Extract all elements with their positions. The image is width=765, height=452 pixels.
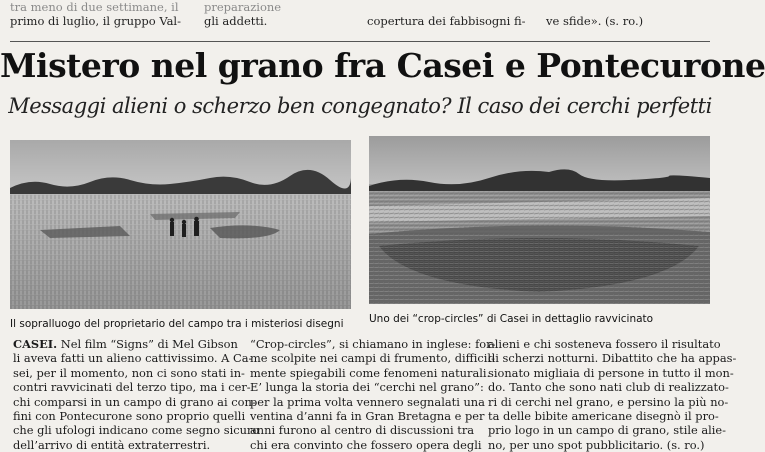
article-line: sionato migliaia di persone in tutto il mon- — [488, 365, 734, 380]
article-line: no, per uno spot pubblicitario. (s. ro.) — [488, 437, 705, 452]
article-line: per la prima volta vennero segnalati una — [250, 394, 485, 409]
previous-article-fragment-4 — [546, 0, 643, 28]
separator-rule — [10, 41, 710, 42]
fragment-line: ve sfide». (s. ro.) — [546, 14, 644, 28]
article-line: fini con Pontecurone sono proprio quelli — [13, 408, 246, 423]
article-line: chi comparsi in un campo di grano ai con- — [13, 394, 256, 409]
article-line: li aveva fatti un alieno cattivissimo. A Ca- — [13, 351, 253, 366]
article-line: me scolpite nei campi di frumento, difficil- — [250, 351, 495, 366]
fragment-line: primo di luglio, il gruppo Val- — [10, 14, 182, 28]
fragment-line: gli addetti. — [204, 14, 268, 28]
article-line: E’ lunga la storia dei “cerchi nel grano”: — [250, 380, 484, 395]
article-line: chi era convinto che fossero opera degli — [250, 437, 482, 452]
article-line — [13, 337, 238, 351]
article-line: ventina d’anni fa in Gran Bretagna e per — [250, 408, 485, 423]
article-line: dell’arrivo di entità extraterrestri. — [13, 437, 211, 452]
article-line: mente spiegabili come fenomeni naturali. — [250, 365, 491, 380]
article-line: alieni e chi sosteneva fossero il risultato — [488, 337, 721, 351]
photo-caption: Il sopralluogo del proprietario del campo tra i misteriosi disegni — [10, 318, 344, 330]
article-column-2 — [250, 337, 496, 452]
article-line: sei, per il momento, non ci sono stati in- — [13, 365, 245, 380]
article-line: prio logo in un campo di grano, stile alie- — [488, 423, 727, 438]
previous-article-fragment-1 — [10, 0, 181, 28]
article-column-1 — [13, 337, 260, 452]
previous-article-fragment-2 — [204, 0, 281, 28]
article-line: che gli ufologi indicano come segno sicuro — [13, 423, 260, 438]
fragment-line: copertura dei fabbisogni fi- — [367, 14, 526, 28]
article-line: ri di cerchi nel grano, e persino la più no- — [488, 394, 729, 409]
article-line-text: Nel film “Signs” di Mel Gibson — [57, 337, 238, 351]
subheadline: Messaggi alieni o scherzo ben congegnato? Il caso dei cerchi perfetti — [8, 94, 712, 118]
article-line: ta delle bibite americane disegnò il pro- — [488, 408, 719, 423]
article-line: anni furono al centro di discussioni tra — [250, 423, 475, 438]
previous-article-fragment-3 — [367, 0, 526, 28]
photo-caption: Uno dei “crop-circles” di Casei in dettaglio ravvicinato — [369, 313, 654, 325]
fragment-line — [367, 0, 526, 14]
article-line: “Crop-circles”, si chiamano in inglese: for- — [250, 337, 496, 351]
article-column-3 — [488, 337, 737, 452]
photo-field-inspection — [10, 140, 351, 309]
dateline: CASEI. — [13, 337, 58, 351]
article-line: di scherzi notturni. Dibattito che ha appas- — [488, 351, 737, 366]
fragment-line: tra meno di due settimane, il — [10, 0, 179, 14]
article-line: contri ravvicinati del terzo tipo, ma i cer- — [13, 380, 251, 395]
fragment-line: preparazione — [204, 0, 282, 14]
article-line: do. Tanto che sono nati club di realizzato- — [488, 380, 729, 395]
headline: Mistero nel grano fra Casei e Pontecurone — [0, 46, 765, 85]
photo-crop-circle-detail — [369, 136, 710, 304]
fragment-line — [546, 0, 643, 14]
